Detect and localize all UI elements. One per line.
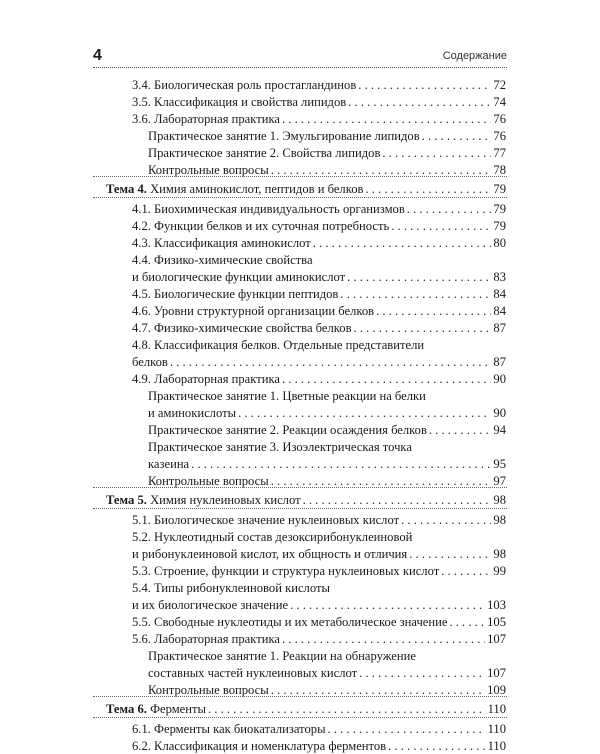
toc-entry-title: белков [132,355,168,369]
leader-dots [409,546,491,562]
toc-entry-title: 5.3. Строение, функции и структура нуклеиновых кислот [132,564,440,578]
toc-entry-page: 79 [493,219,506,233]
leader-dots [238,405,491,421]
toc-entry-title: Контрольные вопросы [148,163,269,177]
toc-topic-5[interactable] [106,492,506,508]
section-separator [93,176,507,177]
section-separator [93,508,507,509]
leader-dots [348,94,491,110]
leader-dots [422,128,492,144]
toc-entry-title-line: Практическое занятие 1. Реакции на обнаружение [148,649,416,663]
toc-entry-page: 94 [493,423,506,437]
leader-dots [429,422,492,438]
toc-entry[interactable] [132,235,506,251]
toc-entry-page: 98 [493,513,506,527]
toc-entry[interactable] [148,145,506,161]
toc-entry-page: 78 [493,163,506,177]
leader-dots [391,218,491,234]
toc-entry[interactable] [132,269,506,285]
leader-dots [347,269,491,285]
toc-entry-page: 84 [493,287,506,301]
topic-title: Химия нуклеиновых кислот [150,493,301,507]
toc-entry-title: Контрольные вопросы [148,474,269,488]
toc-entry-page: 76 [493,129,506,143]
leader-dots [290,597,485,613]
toc-entry-page: 80 [493,236,506,250]
toc-entry[interactable] [148,405,506,421]
leader-dots [170,354,492,370]
toc-entry-page: 110 [487,739,506,753]
toc-entry[interactable] [148,665,506,681]
topic-label: Тема 5. [106,493,147,507]
toc-entry-page: 90 [493,372,506,386]
toc-entry-page: 105 [487,615,506,629]
leader-dots [354,320,492,336]
leader-dots [401,512,491,528]
toc-entry-page: 76 [493,112,506,126]
topic-label: Тема 6. [106,702,147,716]
leader-dots [340,286,491,302]
toc-entry-page: 79 [493,202,506,216]
leader-dots [358,77,491,93]
toc-entry-page: 83 [493,270,506,284]
running-title: Содержание [442,50,507,62]
leader-dots [328,721,486,737]
toc-entry-title: и биологические функции аминокислот [132,270,346,284]
toc-entry[interactable] [132,303,506,319]
toc-entry[interactable] [132,631,506,647]
toc-entry-title: Контрольные вопросы [148,683,269,697]
leader-dots [376,303,491,319]
toc-entry-title-line: Практическое занятие 3. Изоэлектрическая точка [148,440,412,454]
leader-dots [282,371,491,387]
toc-entry[interactable] [132,201,506,217]
toc-entry-title: 3.6. Лабораторная практика [132,112,280,126]
toc-entry[interactable] [132,371,506,387]
toc-entry-page: 90 [493,406,506,420]
toc-entry-title: 6.2. Классификация и номенклатура ферментов [132,739,387,753]
toc-entry-title-line: 5.2. Нуклеотидный состав дезоксирибонуклеиновой [132,530,413,544]
toc-entry[interactable] [132,597,506,613]
toc-entry-page: 110 [487,722,506,736]
toc-entry-page: 107 [487,632,506,646]
toc-entry-title: 4.9. Лабораторная практика [132,372,280,386]
toc-entry-title: и аминокислоты [148,406,237,420]
toc-entry[interactable] [132,354,506,370]
toc-entry-page: 109 [487,683,506,697]
toc-entry-page: 87 [493,355,506,369]
toc-entry-page: 107 [487,666,506,680]
leader-dots [313,235,492,251]
toc-entry-title: 5.6. Лабораторная практика [132,632,280,646]
toc-entry[interactable] [132,563,506,579]
leader-dots [449,614,485,630]
section-separator [93,696,507,697]
toc-entry[interactable] [132,218,506,234]
toc-entry-title: Практическое занятие 1. Эмульгирование липидов [148,129,420,143]
toc-entry-page: 110 [487,702,506,716]
topic-title: Ферменты [150,702,206,716]
toc-entry-title: казеина [148,457,190,471]
leader-dots [359,665,485,681]
toc-entry-page: 97 [493,474,506,488]
toc-entry[interactable] [132,546,506,562]
toc-entry-page: 87 [493,321,506,335]
toc-entry-title: 5.1. Биологическое значение нуклеиновых кислот [132,513,400,527]
toc-entry-title: 3.4. Биологическая роль простагландинов [132,78,357,92]
leader-dots [282,111,491,127]
leader-dots [382,145,491,161]
toc-topic-6[interactable] [106,701,506,717]
toc-entry[interactable] [132,286,506,302]
toc-entry[interactable] [148,128,506,144]
toc-entry[interactable] [132,111,506,127]
toc-entry-page: 95 [493,457,506,471]
toc-entry-title: и рибонуклеиновой кислот, их общность и отличия [132,547,408,561]
toc-entry-title-line: 4.8. Классификация белков. Отдельные представители [132,338,425,352]
toc-entry-page: 77 [493,146,506,160]
section-separator [93,717,507,718]
toc-entry-title: 4.1. Биохимическая индивидуальность организмов [132,202,405,216]
toc-entry[interactable] [132,614,506,630]
toc-topic-4[interactable] [106,181,506,197]
section-separator [93,487,507,488]
toc-entry-title: 4.6. Уровни структурной организации белков [132,304,375,318]
header-rule [93,67,507,68]
toc-entry-title: составных частей нуклеиновых кислот [148,666,358,680]
toc-entry[interactable] [132,94,506,110]
toc-entry-title: 4.3. Классификация аминокислот [132,236,311,250]
toc-entry-page: 74 [493,95,506,109]
toc-entry[interactable] [132,77,506,93]
toc-entry-title: и их биологическое значение [132,598,289,612]
toc-entry[interactable] [132,512,506,528]
toc-entry-title: 4.5. Биологические функции пептидов [132,287,339,301]
toc-entry-title: 4.7. Физико-химические свойства белков [132,321,352,335]
toc-entry-title-line: 5.4. Типы рибонуклеиновой кислоты [132,581,330,595]
toc-entry-title: 6.1. Ферменты как биокатализаторы [132,722,326,736]
toc-entry-page: 72 [493,78,506,92]
leader-dots [407,201,492,217]
toc-entry-title: Практическое занятие 2. Свойства липидов [148,146,381,160]
toc-entry[interactable] [132,721,506,737]
toc-entry-title: 3.5. Классификация и свойства липидов [132,95,347,109]
toc-entry[interactable] [132,738,506,754]
leader-dots [388,738,485,754]
toc-entry-title: 4.2. Функции белков и их суточная потребность [132,219,390,233]
leader-dots [191,456,491,472]
toc-entry-title: 5.5. Свободные нуклеотиды и их метаболическое значение [132,615,448,629]
section-separator [93,197,507,198]
toc-entry-page: 79 [493,182,506,196]
topic-label: Тема 4. [106,182,147,196]
toc-entry-page: 103 [487,598,506,612]
toc-entry[interactable] [148,456,506,472]
toc-entry-title: Практическое занятие 2. Реакции осаждения белков [148,423,427,437]
leader-dots [441,563,491,579]
toc-entry[interactable] [132,320,506,336]
leader-dots [208,701,486,717]
toc-entry-page: 84 [493,304,506,318]
toc-entry[interactable] [148,422,506,438]
leader-dots [303,492,492,508]
toc-entry-title-line: Практическое занятие 1. Цветные реакции на белки [148,389,426,403]
toc-entry-page: 99 [493,564,506,578]
leader-dots [365,181,491,197]
page-number: 4 [93,47,102,64]
toc-entry-page: 98 [493,493,506,507]
leader-dots [282,631,485,647]
toc-entry-page: 98 [493,547,506,561]
toc-entry-title-line: 4.4. Физико-химические свойства [132,253,313,267]
topic-title: Химия аминокислот, пептидов и белков [150,182,364,196]
